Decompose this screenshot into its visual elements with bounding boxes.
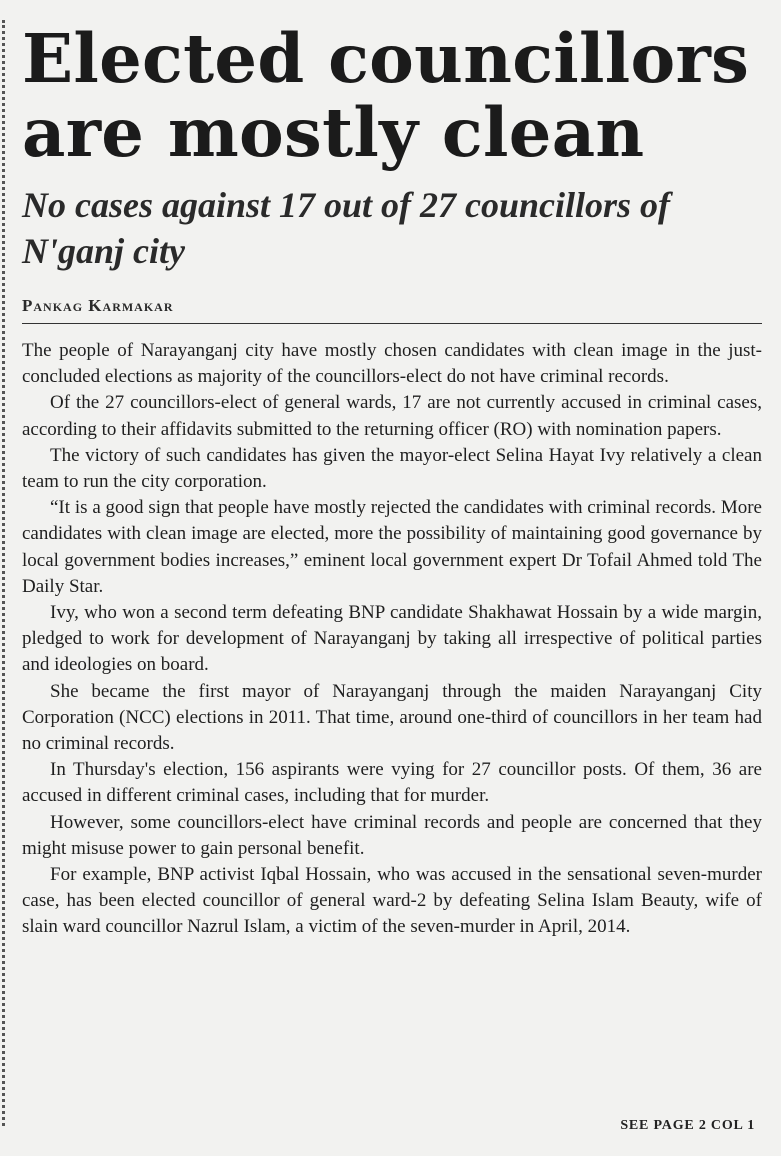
body-paragraph: The victory of such candidates has given the mayor-elect Selina Hayat Ivy relatively a clean team to run the city corporation. <box>22 444 762 493</box>
body-paragraph: “It is a good sign that people have mostly rejected the candidates with criminal records. More candidates with clean image are elected, more the possibility of maintaining good governance by local government bodies increases,” eminent local government expert Dr Tofail Ahmed told The Daily Star. <box>22 497 762 597</box>
continuation-note: SEE PAGE 2 COL 1 <box>620 1118 755 1133</box>
body-paragraph: Ivy, who won a second term defeating BNP candidate Shakhawat Hossain by a wide margin, pledged to work for development of Narayanganj by taking all irrespective of political parties and ideologies on board. <box>22 602 762 676</box>
byline: Pankag Karmakar <box>22 296 762 324</box>
article <box>22 19 762 941</box>
headline: Elected councillors are mostly clean <box>22 19 750 172</box>
body-paragraph: In Thursday's election, 156 aspirants were vying for 27 councillor posts. Of them, 36 are accused in different criminal cases, including that for murder. <box>22 759 762 807</box>
column-dotted-rule <box>2 20 5 1126</box>
body-paragraph: The people of Narayanganj city have mostly chosen candidates with clean image in the just-concluded elections as majority of the councillors-elect do not have criminal records. <box>22 340 762 388</box>
article-body <box>22 338 762 941</box>
subheadline: No cases against 17 out of 27 councillors of N'ganj city <box>22 185 671 271</box>
body-paragraph: Of the 27 councillors-elect of general wards, 17 are not currently accused in criminal cases, according to their affidavits submitted to the returning officer (RO) with nomination papers. <box>22 392 762 440</box>
body-paragraph: For example, BNP activist Iqbal Hossain, who was accused in the sensational seven-murder case, has been elected councillor of general ward-2 by defeating Selina Islam Beauty, wife of slain ward councillor Nazrul Islam, a victim of the seven-murder in April, 2014. <box>22 864 762 938</box>
body-paragraph: She became the first mayor of Narayanganj through the maiden Narayanganj City Corporation (NCC) elections in 2011. That time, around one-third of councillors in her team had no criminal records. <box>22 680 762 755</box>
body-paragraph: However, some councillors-elect have criminal records and people are concerned that they might misuse power to gain personal benefit. <box>22 811 762 859</box>
